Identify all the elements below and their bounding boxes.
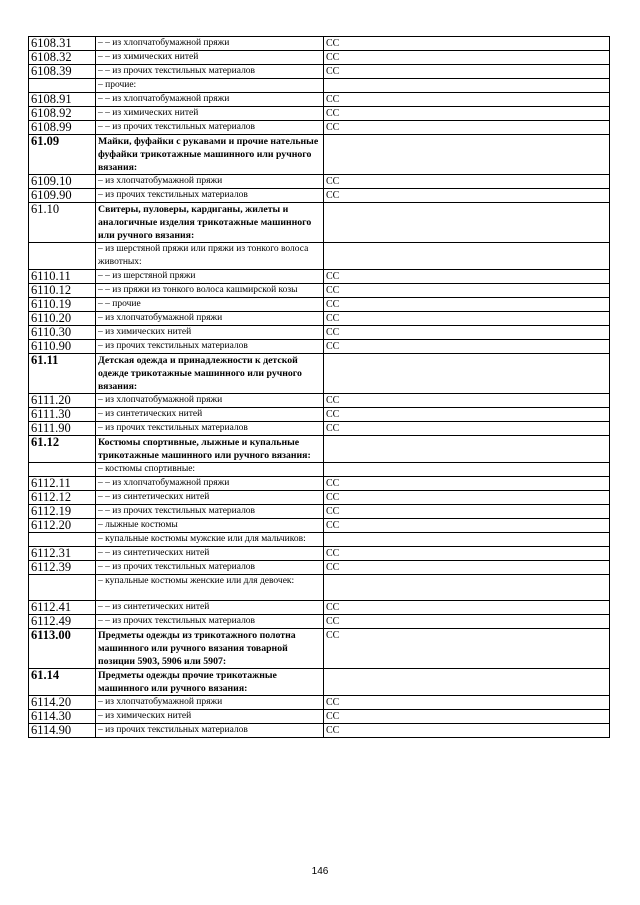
description-cell: – из хлопчатобумажной пряжи xyxy=(96,312,324,326)
code-cell: 6112.19 xyxy=(29,505,96,519)
description-cell: – – из прочих текстильных материалов xyxy=(96,615,324,629)
description-cell: Предметы одежды из трикотажного полотна машинного или ручного вязания товарной позиции 5903, 5906 или 5907: xyxy=(96,629,324,669)
description-cell: Свитеры, пуловеры, кардиганы, жилеты и аналогичные изделия трикотажные машинного или ручного вязания: xyxy=(96,203,324,243)
code-cell xyxy=(29,79,96,93)
certification-cell xyxy=(324,79,610,93)
table-row xyxy=(29,533,610,547)
code-cell: 6108.39 xyxy=(29,65,96,79)
code-cell: 6111.20 xyxy=(29,394,96,408)
description-cell: – из хлопчатобумажной пряжи xyxy=(96,394,324,408)
description-cell: – из прочих текстильных материалов xyxy=(96,189,324,203)
certification-cell: СС xyxy=(324,175,610,189)
code-cell: 6110.90 xyxy=(29,340,96,354)
certification-cell: СС xyxy=(324,326,610,340)
table-heading-row xyxy=(29,669,610,696)
table-row xyxy=(29,519,610,533)
description-cell: – – из хлопчатобумажной пряжи xyxy=(96,37,324,51)
code-cell: 6112.12 xyxy=(29,491,96,505)
table-heading-row xyxy=(29,354,610,394)
code-cell: 61.14 xyxy=(29,669,96,696)
table-row xyxy=(29,575,610,601)
table-row xyxy=(29,37,610,51)
certification-cell xyxy=(324,135,610,175)
description-cell: – – из прочих текстильных материалов xyxy=(96,505,324,519)
code-cell: 61.12 xyxy=(29,436,96,463)
code-cell: 6112.49 xyxy=(29,615,96,629)
tariff-table-body xyxy=(29,37,610,738)
code-cell: 6111.30 xyxy=(29,408,96,422)
description-cell: – из прочих текстильных материалов xyxy=(96,422,324,436)
description-cell: – костюмы спортивные: xyxy=(96,463,324,477)
code-cell xyxy=(29,463,96,477)
description-cell: Костюмы спортивные, лыжные и купальные трикотажные машинного или ручного вязания: xyxy=(96,436,324,463)
description-cell: Детская одежда и принадлежности к детской одежде трикотажные машинного или ручного вязания: xyxy=(96,354,324,394)
table-row xyxy=(29,243,610,270)
code-cell: 6108.91 xyxy=(29,93,96,107)
certification-cell: СС xyxy=(324,724,610,738)
certification-cell: СС xyxy=(324,561,610,575)
table-row xyxy=(29,189,610,203)
certification-cell xyxy=(324,354,610,394)
description-cell: – – из синтетических нитей xyxy=(96,547,324,561)
code-cell: 6114.30 xyxy=(29,710,96,724)
certification-cell: СС xyxy=(324,547,610,561)
code-cell: 6109.10 xyxy=(29,175,96,189)
certification-cell xyxy=(324,436,610,463)
table-row xyxy=(29,121,610,135)
certification-cell xyxy=(324,533,610,547)
description-cell: – – из хлопчатобумажной пряжи xyxy=(96,93,324,107)
table-heading-row xyxy=(29,629,610,669)
certification-cell: СС xyxy=(324,340,610,354)
description-cell: – из синтетических нитей xyxy=(96,408,324,422)
table-row xyxy=(29,547,610,561)
table-row xyxy=(29,51,610,65)
description-cell: – из шерстяной пряжи или пряжи из тонкого волоса животных: xyxy=(96,243,324,270)
description-cell: – – из прочих текстильных материалов xyxy=(96,121,324,135)
description-cell: – – из хлопчатобумажной пряжи xyxy=(96,477,324,491)
table-row xyxy=(29,408,610,422)
certification-cell xyxy=(324,463,610,477)
certification-cell xyxy=(324,669,610,696)
code-cell: 6114.90 xyxy=(29,724,96,738)
page-number: 146 xyxy=(311,866,329,877)
certification-cell: СС xyxy=(324,51,610,65)
code-cell: 6110.30 xyxy=(29,326,96,340)
table-row xyxy=(29,615,610,629)
code-cell: 6108.31 xyxy=(29,37,96,51)
certification-cell: СС xyxy=(324,189,610,203)
table-row xyxy=(29,710,610,724)
certification-cell: СС xyxy=(324,422,610,436)
table-row xyxy=(29,505,610,519)
certification-cell: СС xyxy=(324,629,610,669)
code-cell: 6110.11 xyxy=(29,270,96,284)
table-row xyxy=(29,422,610,436)
code-cell: 6110.12 xyxy=(29,284,96,298)
certification-cell: СС xyxy=(324,519,610,533)
code-cell: 6112.39 xyxy=(29,561,96,575)
description-cell: – – прочие xyxy=(96,298,324,312)
certification-cell: СС xyxy=(324,37,610,51)
certification-cell: СС xyxy=(324,312,610,326)
table-row xyxy=(29,107,610,121)
certification-cell: СС xyxy=(324,394,610,408)
certification-cell: СС xyxy=(324,710,610,724)
table-row xyxy=(29,298,610,312)
description-cell: – из прочих текстильных материалов xyxy=(96,340,324,354)
table-heading-row xyxy=(29,135,610,175)
description-cell: – из химических нитей xyxy=(96,326,324,340)
code-cell: 6108.92 xyxy=(29,107,96,121)
description-cell: – из прочих текстильных материалов xyxy=(96,724,324,738)
description-cell: – из химических нитей xyxy=(96,710,324,724)
description-cell: – – из пряжи из тонкого волоса кашмирской козы xyxy=(96,284,324,298)
code-cell: 6112.20 xyxy=(29,519,96,533)
certification-cell: СС xyxy=(324,615,610,629)
description-cell: – из хлопчатобумажной пряжи xyxy=(96,696,324,710)
certification-cell: СС xyxy=(324,284,610,298)
description-cell: Предметы одежды прочие трикотажные машинного или ручного вязания: xyxy=(96,669,324,696)
table-heading-row xyxy=(29,203,610,243)
table-row xyxy=(29,491,610,505)
table-row xyxy=(29,724,610,738)
description-cell: – – из шерстяной пряжи xyxy=(96,270,324,284)
description-cell: – прочие: xyxy=(96,79,324,93)
certification-cell: СС xyxy=(324,491,610,505)
description-cell: – купальные костюмы мужские или для мальчиков: xyxy=(96,533,324,547)
table-row xyxy=(29,561,610,575)
code-cell: 6112.31 xyxy=(29,547,96,561)
description-cell: – – из прочих текстильных материалов xyxy=(96,65,324,79)
certification-cell: СС xyxy=(324,107,610,121)
table-row xyxy=(29,284,610,298)
code-cell: 6109.90 xyxy=(29,189,96,203)
description-cell: Майки, фуфайки с рукавами и прочие нательные фуфайки трикотажные машинного или ручного вязания: xyxy=(96,135,324,175)
code-cell: 6112.11 xyxy=(29,477,96,491)
table-row xyxy=(29,601,610,615)
certification-cell: СС xyxy=(324,408,610,422)
certification-cell xyxy=(324,243,610,270)
code-cell xyxy=(29,533,96,547)
code-cell: 6108.32 xyxy=(29,51,96,65)
code-cell: 61.10 xyxy=(29,203,96,243)
description-cell: – – из прочих текстильных материалов xyxy=(96,561,324,575)
code-cell: 6110.19 xyxy=(29,298,96,312)
certification-cell: СС xyxy=(324,601,610,615)
table-row xyxy=(29,175,610,189)
code-cell: 6112.41 xyxy=(29,601,96,615)
description-cell: – – из химических нитей xyxy=(96,51,324,65)
description-cell: – – из химических нитей xyxy=(96,107,324,121)
certification-cell: СС xyxy=(324,270,610,284)
code-cell: 6110.20 xyxy=(29,312,96,326)
code-cell: 61.11 xyxy=(29,354,96,394)
tariff-table xyxy=(28,36,610,738)
table-row xyxy=(29,696,610,710)
code-cell: 6111.90 xyxy=(29,422,96,436)
certification-cell: СС xyxy=(324,505,610,519)
table-row xyxy=(29,270,610,284)
certification-cell: СС xyxy=(324,298,610,312)
description-cell: – лыжные костюмы xyxy=(96,519,324,533)
code-cell: 6108.99 xyxy=(29,121,96,135)
code-cell: 6113.00 xyxy=(29,629,96,669)
certification-cell xyxy=(324,575,610,601)
description-cell: – – из синтетических нитей xyxy=(96,491,324,505)
table-row xyxy=(29,394,610,408)
code-cell: 61.09 xyxy=(29,135,96,175)
certification-cell: СС xyxy=(324,696,610,710)
certification-cell xyxy=(324,203,610,243)
table-row xyxy=(29,79,610,93)
code-cell xyxy=(29,575,96,601)
table-row xyxy=(29,312,610,326)
code-cell xyxy=(29,243,96,270)
certification-cell: СС xyxy=(324,65,610,79)
code-cell: 6114.20 xyxy=(29,696,96,710)
description-cell: – – из синтетических нитей xyxy=(96,601,324,615)
certification-cell: СС xyxy=(324,93,610,107)
description-cell: – из хлопчатобумажной пряжи xyxy=(96,175,324,189)
table-row xyxy=(29,93,610,107)
certification-cell: СС xyxy=(324,477,610,491)
certification-cell: СС xyxy=(324,121,610,135)
table-row xyxy=(29,463,610,477)
table-row xyxy=(29,326,610,340)
table-row xyxy=(29,65,610,79)
table-row xyxy=(29,477,610,491)
description-cell: – купальные костюмы женские или для девочек: xyxy=(96,575,324,601)
table-heading-row xyxy=(29,436,610,463)
table-row xyxy=(29,340,610,354)
